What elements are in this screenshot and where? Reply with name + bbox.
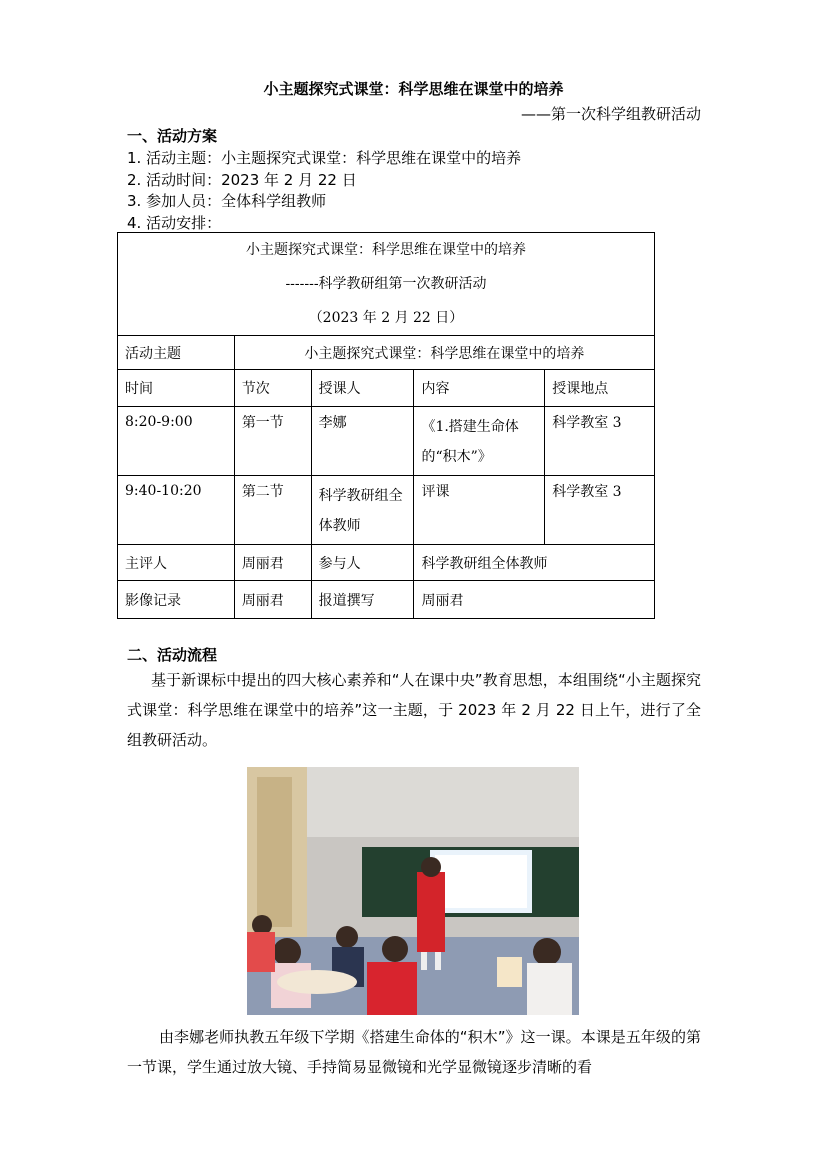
section2-heading: 二、活动流程 xyxy=(127,646,218,664)
table-header-row xyxy=(118,233,655,336)
paragraph-intro: 基于新课标中提出的四大核心素养和“人在课中央”教育思想，本组围绕“小主题探究式课堂：科学思维在课堂中的培养”这一主题，于 2023 年 2 月 22 日上午，进行了全组教研活动。 xyxy=(127,671,701,749)
document-subtitle: ——第一次科学组教研活动 xyxy=(520,105,701,123)
table-cell: 李娜 xyxy=(311,407,414,476)
document-title: 小主题探究式课堂：科学思维在课堂中的培养 xyxy=(263,80,564,98)
participants-label: 参与人 xyxy=(311,545,414,581)
plan-item-participants: 3. 参加人员：全体科学组教师 xyxy=(127,192,327,210)
column-header-time: 时间 xyxy=(118,370,235,407)
report-value: 周丽君 xyxy=(414,581,655,619)
table-cell: 第二节 xyxy=(234,476,311,545)
table-cell: 8:20-9:00 xyxy=(118,407,235,476)
column-header-session: 节次 xyxy=(234,370,311,407)
schedule-table xyxy=(117,232,655,619)
classroom-photo-image xyxy=(247,767,579,1015)
table-cell: 科学教研组全体教师 xyxy=(311,476,414,545)
video-label: 影像记录 xyxy=(118,581,235,619)
table-row xyxy=(118,476,655,545)
video-value: 周丽君 xyxy=(234,581,311,619)
participants-value: 科学教研组全体教师 xyxy=(414,545,655,581)
plan-item-arrangement: 4. 活动安排： xyxy=(127,214,222,232)
plan-item-theme: 1. 活动主题：小主题探究式课堂：科学思维在课堂中的培养 xyxy=(127,149,522,167)
report-label: 报道撰写 xyxy=(311,581,414,619)
paragraph-lesson: 由李娜老师执教五年级下学期《搭建生命体的“积木”》这一课。本课是五年级的第一节课，学生通过放大镜、手持简易显微镜和光学显微镜逐步清晰的看 xyxy=(127,1028,701,1076)
theme-row xyxy=(118,336,655,370)
plan-item-time: 2. 活动时间：2023 年 2 月 22 日 xyxy=(127,171,357,189)
reviewer-label: 主评人 xyxy=(118,545,235,581)
classroom-photo xyxy=(247,767,579,1015)
theme-label: 活动主题 xyxy=(118,336,235,370)
table-row xyxy=(118,407,655,476)
table-header-subtitle: -------科学教研组第一次教研活动 xyxy=(285,276,487,292)
column-header-teacher: 授课人 xyxy=(311,370,414,407)
table-header-date: （2023 年 2 月 22 日） xyxy=(308,310,464,326)
table-header-cell xyxy=(118,233,655,336)
column-header-location: 授课地点 xyxy=(545,370,655,407)
section1-heading: 一、活动方案 xyxy=(127,127,218,145)
table-cell: 9:40-10:20 xyxy=(118,476,235,545)
table-header-title: 小主题探究式课堂：科学思维在课堂中的培养 xyxy=(246,242,526,258)
reviewer-row xyxy=(118,545,655,581)
table-cell: 科学教室 3 xyxy=(545,407,655,476)
table-column-header-row xyxy=(118,370,655,407)
table-cell: 评课 xyxy=(414,476,545,545)
theme-value: 小主题探究式课堂：科学思维在课堂中的培养 xyxy=(234,336,654,370)
table-cell: 科学教室 3 xyxy=(545,476,655,545)
record-row xyxy=(118,581,655,619)
reviewer-value: 周丽君 xyxy=(234,545,311,581)
table-cell: 《1.搭建生命体的“积木”》 xyxy=(414,407,545,476)
table-cell: 第一节 xyxy=(234,407,311,476)
column-header-content: 内容 xyxy=(414,370,545,407)
